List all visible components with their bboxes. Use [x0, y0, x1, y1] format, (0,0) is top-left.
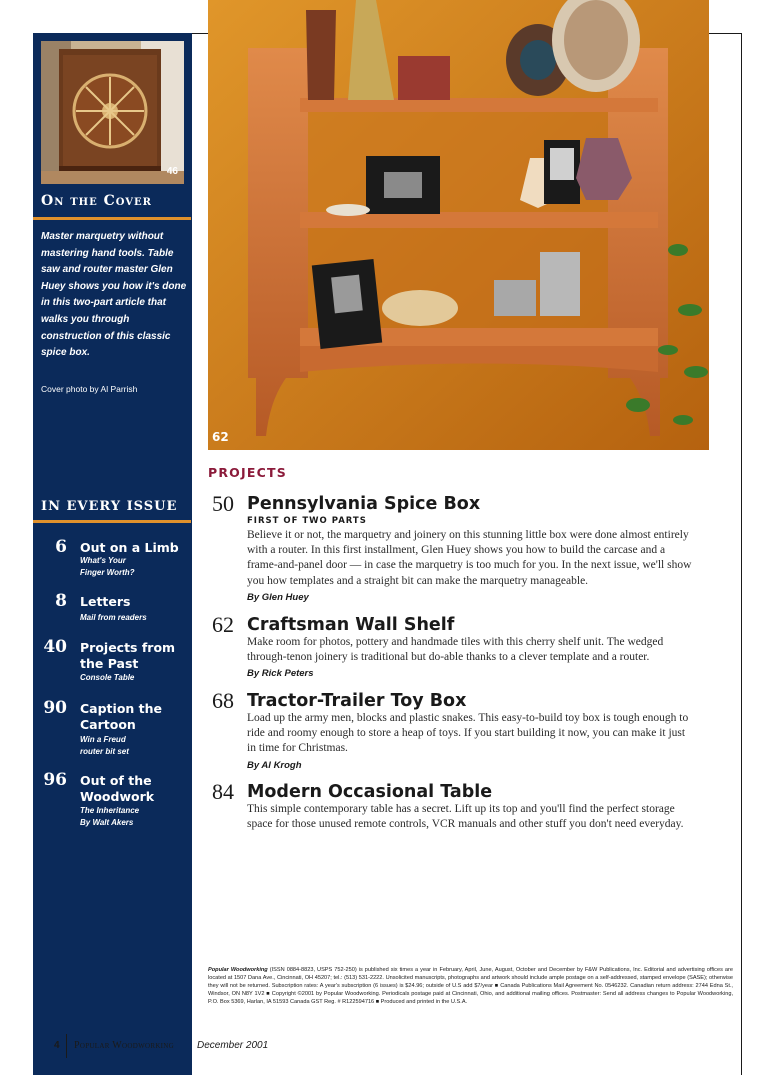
cover-photo: [41, 41, 184, 184]
cover-photo-credit: Cover photo by Al Parrish: [41, 384, 138, 394]
cover-heading-rule: [33, 217, 191, 220]
project-page-number: 68: [212, 688, 234, 713]
issue-title: Projects from the Past: [80, 640, 176, 671]
issue-subtitle: What's Your Finger Worth?: [80, 556, 135, 577]
spice-box-image: [41, 41, 184, 184]
shelf-illustration: [208, 0, 709, 450]
project-description: Load up the army men, blocks and plastic snakes. This easy-to-build toy box is tough enough to ride and roomy enough to store a heap of toys. If you start building it now, you can make it just in time for Christmas.: [247, 712, 689, 755]
issue-title: Out on a Limb: [80, 540, 179, 555]
issue-page-number: 40: [43, 637, 67, 657]
wall-shelf-photo: [208, 0, 709, 450]
project-byline: By Al Krogh: [247, 760, 302, 771]
issue-subtitle: The Inheritance By Walt Akers: [80, 806, 140, 827]
project-title: Tractor-Trailer Toy Box: [247, 691, 467, 711]
project-page-number: 62: [212, 612, 234, 637]
footer-separator: [66, 1034, 67, 1058]
project-description: This simple contemporary table has a secret. Lift up its top and you'll find the perfect storage space for those unused remote controls, VCR manuals and other stuff you don't need everyday.: [247, 803, 684, 831]
issue-title: Caption the Cartoon: [80, 701, 163, 732]
in-every-issue-heading: IN EVERY ISSUE: [41, 499, 178, 514]
projects-heading: PROJECTS: [208, 465, 287, 480]
publication-legal-notice: [208, 966, 733, 1006]
issue-page-number: 8: [55, 591, 67, 611]
legal-publication-name: Popular Woodworking: [208, 967, 268, 973]
on-the-cover-heading: On the Cover: [41, 193, 152, 209]
project-byline: By Glen Huey: [247, 592, 309, 603]
photo-page-label: 62: [212, 430, 229, 444]
issue-title: Out of the Woodwork: [80, 773, 155, 804]
project-description: Believe it or not, the marquetry and joinery on this stunning little box were done almost entirely with a router. In this first installment, Glen Huey shows you how to build the carcase and a frame-and-panel door — in case the marquetry is too much for you. In the next issue, we'll show you how templates and a straight bit can make the marquetry manageable.: [247, 529, 692, 587]
footer-magazine-name: Popular Woodworking: [74, 1040, 175, 1051]
project-kicker: FIRST OF TWO PARTS: [247, 516, 367, 526]
issue-heading-rule: [33, 520, 191, 523]
project-page-number: 84: [212, 779, 234, 804]
project-description: Make room for photos, pottery and handmade tiles with this cherry shelf unit. The wedged through-tenon joinery is traditional but do-able thanks to a clever template and a router.: [247, 636, 664, 664]
top-frame-line-right: [708, 33, 741, 34]
footer-page-number: 4: [54, 1040, 60, 1051]
project-title: Modern Occasional Table: [247, 782, 493, 802]
cover-photo-page-label: 46: [166, 166, 178, 177]
project-title: Craftsman Wall Shelf: [247, 615, 455, 635]
issue-page-number: 96: [43, 770, 67, 790]
project-page-number: 50: [212, 491, 234, 516]
issue-page-number: 90: [43, 698, 67, 718]
project-byline: By Rick Peters: [247, 668, 314, 679]
issue-page-number: 6: [55, 537, 67, 557]
issue-title: Letters: [80, 594, 131, 609]
issue-subtitle: Win a Freud router bit set: [80, 735, 129, 756]
project-title: Pennsylvania Spice Box: [247, 494, 481, 514]
cover-blurb: Master marquetry without mastering hand tools. Table saw and router master Glen Huey shows you how it's done in this two-part article that walks you through construction of this classic spice box.: [41, 231, 187, 359]
issue-subtitle: Console Table: [80, 673, 135, 682]
right-frame-line: [741, 33, 742, 1075]
footer-date: December 2001: [197, 1040, 269, 1051]
legal-text: (ISSN 0884-8823, USPS 752-250) is published six times a year in February, April, June, August, October and December by F&W Publications, Inc. Editorial and advertising offices are located at 1507 Dana Ave., Cincinnati, OH 45207; tel.: (513) 531-2222. Unsolicited manuscripts, photographs and artwork should include ample postage on a self-addressed, stamped envelope (SASE); otherwise they will not be returned. Subscription rates: A year's subscription (6 issues) is $24.96; outside of U.S add $7/year ■ Canada Publications Mail Agreement No. 0546232. Canadian return address: 2744 Edna St., Windsor, ON N8Y 1V2 ■ Copyright ©2001 by Popular Woodworking. Periodicals postage paid at Cincinnati, Ohio, and additional mailing offices. Postmaster: Send all address changes to Popular Woodworking, P.O. Box 5369, Harlan, IA 51593 Canada GST Reg. # R122594716 ■ Produced and printed in the U.S.A.: [208, 967, 733, 1006]
issue-subtitle: Mail from readers: [80, 613, 147, 622]
